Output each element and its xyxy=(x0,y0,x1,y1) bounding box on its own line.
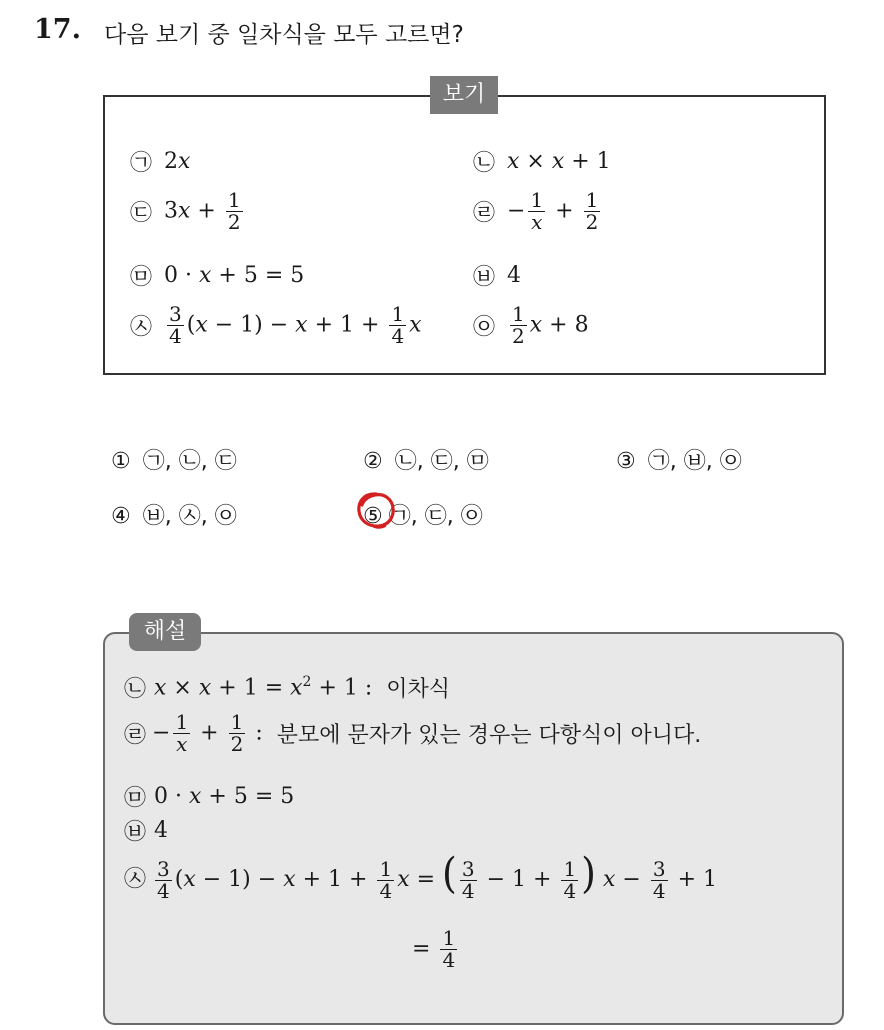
choice-options: ㉠, ㉢, ㉧ xyxy=(388,504,483,529)
item-expr: 0 · x + 5 = 5 xyxy=(164,263,305,288)
item-mark: ㉤ xyxy=(130,265,153,290)
solution-line-5 xyxy=(124,848,717,903)
item-expr: − $\frac{1}{x}$ + $\frac{1}{2}$ xyxy=(507,188,599,234)
solution-label: 해설 xyxy=(129,613,201,651)
line-expr: $\frac{3}{4}$ (x − 1) − x + 1 + $\frac{1}{4}$ x = ( $\frac{3}{4}$ − 1 + $\frac{1}{4}$ ) x − $\frac{3}{4}$ + 1 xyxy=(157,848,717,903)
line-mark: ㉤ xyxy=(124,786,147,811)
bogi-item-7 xyxy=(130,304,422,347)
choice-2[interactable] xyxy=(363,444,489,475)
bogi-item-3 xyxy=(130,190,246,233)
choice-options: ㉠, ㉥, ㉧ xyxy=(647,449,742,474)
choice-options: ㉠, ㉡, ㉢ xyxy=(142,449,237,474)
item-expr: 3x + $\frac{1}{2}$ xyxy=(164,188,241,234)
choice-number: ② xyxy=(363,449,383,474)
question-number: 17. xyxy=(34,14,81,45)
item-mark: ㉡ xyxy=(473,151,496,176)
item-mark: ㉥ xyxy=(473,265,496,290)
line-mark: ㉦ xyxy=(124,867,147,893)
solution-line-3 xyxy=(124,781,294,812)
choice-number: ⑤ xyxy=(363,504,383,529)
bogi-item-5 xyxy=(130,260,304,291)
choice-number: ④ xyxy=(111,504,131,529)
line-mark: ㉥ xyxy=(124,820,147,845)
bogi-item-1 xyxy=(130,146,190,177)
line-expr: = $\frac{1}{4}$ xyxy=(412,926,456,972)
item-mark: ㉢ xyxy=(130,201,153,226)
bogi-item-6 xyxy=(473,260,521,291)
item-expr: $\frac{1}{2}$ x + 8 xyxy=(512,302,589,348)
item-mark: ㉦ xyxy=(130,315,153,340)
choice-1[interactable] xyxy=(111,444,237,475)
bogi-item-8 xyxy=(473,304,589,347)
answer-circle-mark xyxy=(355,489,397,531)
item-expr: 4 xyxy=(507,263,521,288)
choice-number: ③ xyxy=(616,449,636,474)
line-expr: 4 xyxy=(154,818,169,843)
line-expr: 0 · x + 5 = 5 xyxy=(154,784,295,809)
bogi-item-4 xyxy=(473,190,603,233)
question-text: 다음 보기 중 일차식을 모두 고르면? xyxy=(104,22,464,48)
bogi-item-2 xyxy=(473,146,611,177)
bogi-label: 보기 xyxy=(430,76,498,114)
line-mark: ㉡ xyxy=(124,677,147,702)
line-expr: $x \times x + 1 = x^2 + 1$ : xyxy=(154,674,387,701)
item-expr: x × x + 1 xyxy=(507,149,611,174)
item-expr: $\frac{3}{4}$ (x − 1) − x + 1 + $\frac{1}{4}$ x xyxy=(169,302,422,348)
solution-line-4 xyxy=(124,815,168,846)
line-expr: − $\frac{1}{x}$ + $\frac{1}{2}$ : xyxy=(152,710,277,756)
line-note: 이차식 xyxy=(386,677,451,702)
item-mark: ㉣ xyxy=(473,201,496,226)
solution-line-6 xyxy=(412,928,460,971)
item-mark: ㉠ xyxy=(130,151,153,176)
choice-options: ㉥, ㉦, ㉧ xyxy=(142,504,237,529)
choice-4[interactable] xyxy=(111,499,237,530)
solution-line-1 xyxy=(124,672,450,703)
item-expr: 2x xyxy=(164,149,191,174)
choice-3[interactable] xyxy=(616,444,742,475)
line-note: 분모에 문자가 있는 경우는 다항식이 아니다. xyxy=(276,723,702,748)
item-mark: ㉧ xyxy=(473,315,496,340)
solution-line-2 xyxy=(124,712,701,755)
line-mark: ㉣ xyxy=(124,723,147,748)
choice-number: ① xyxy=(111,449,131,474)
choice-options: ㉡, ㉢, ㉤ xyxy=(394,449,489,474)
